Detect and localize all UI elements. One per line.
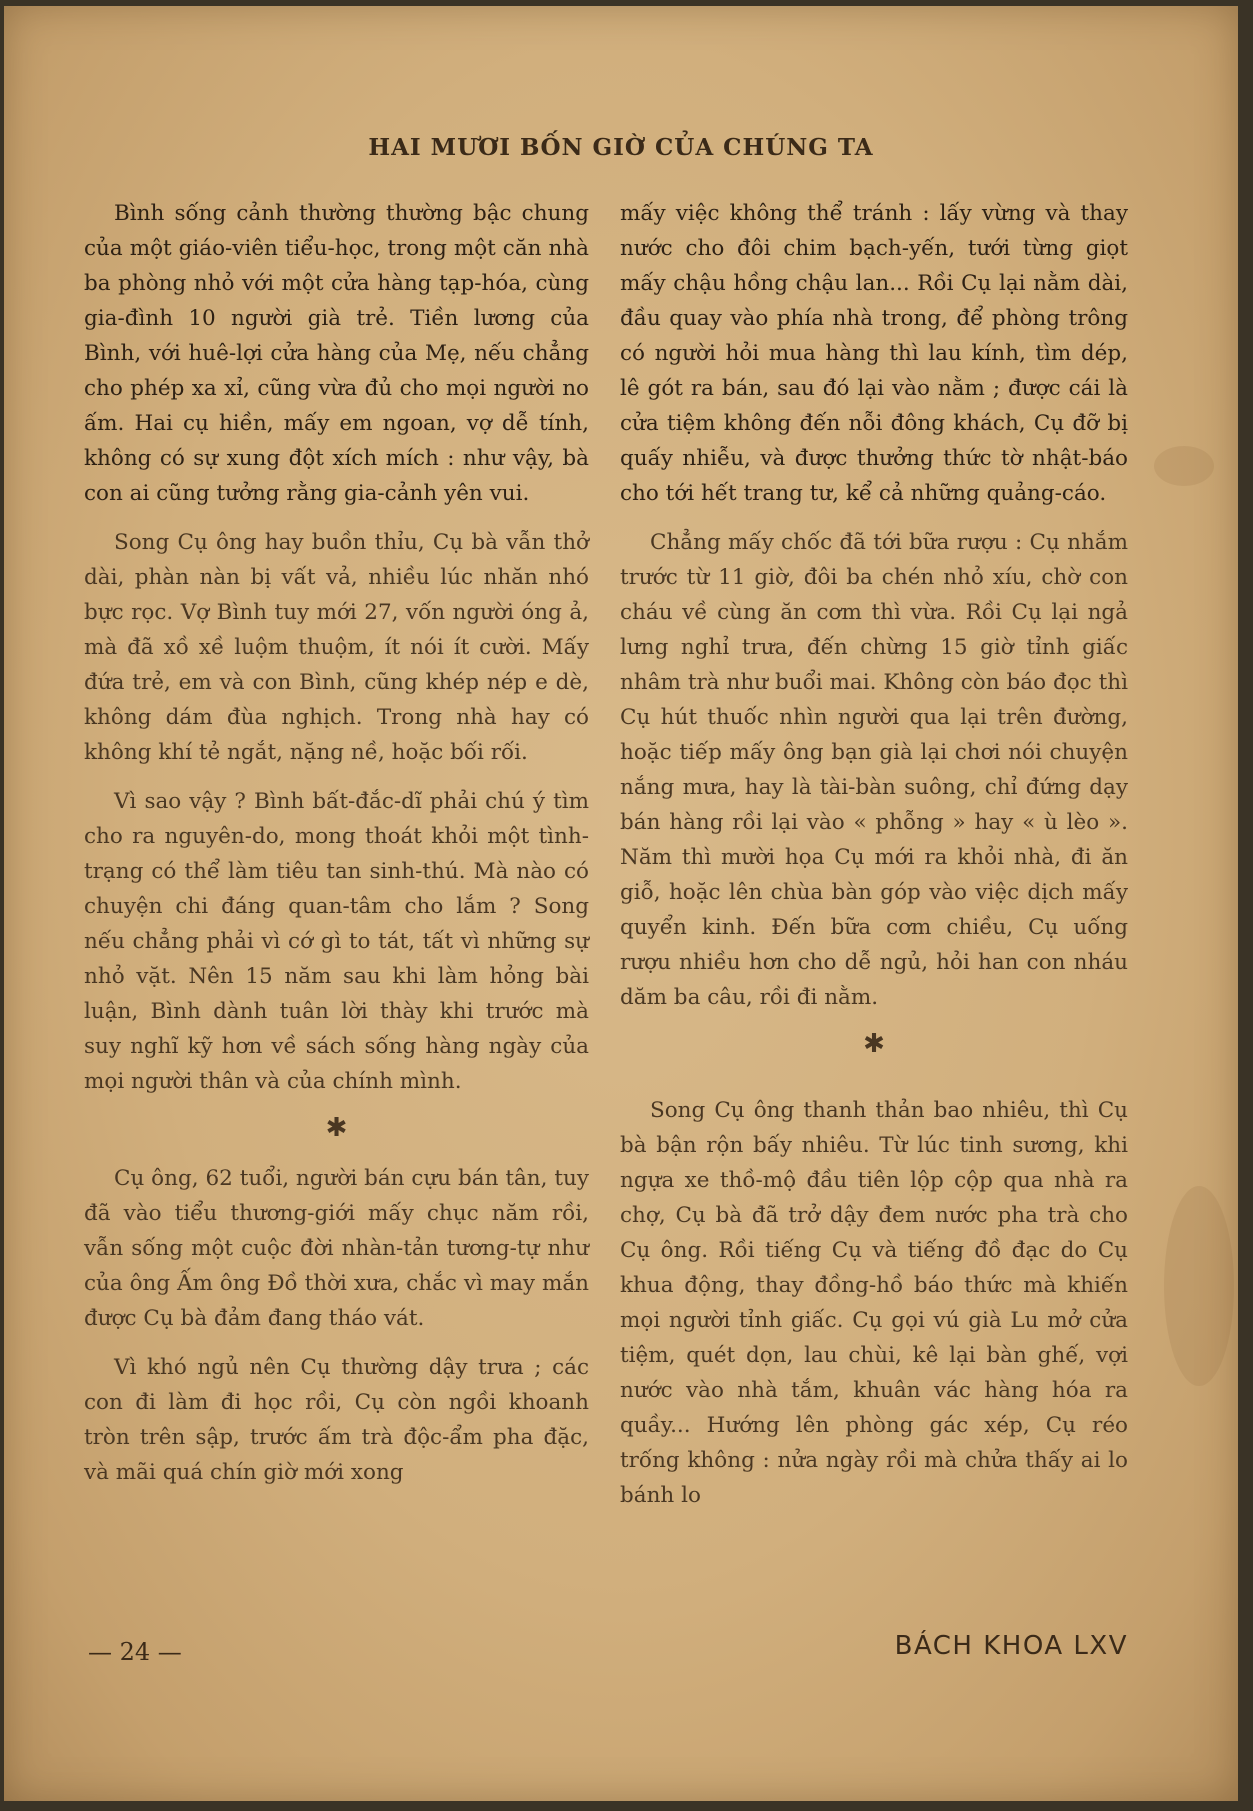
right-column bbox=[620, 196, 1128, 1527]
paper-stain bbox=[1164, 1186, 1234, 1386]
left-column bbox=[84, 196, 589, 1504]
paragraph: Song Cụ ông thanh thản bao nhiêu, thì Cụ bà bận rộn bấy nhiêu. Từ lúc tinh sương, khi ngựa xe thồ-mộ đầu tiên lộp cộp qua nhà ra chợ, Cụ bà đã trở dậy đem nước pha trà cho Cụ ông. Rồi tiếng Cụ và tiếng đồ đạc do Cụ khua động, thay đồng-hồ báo thức mà khiến mọi người tỉnh giấc. Cụ gọi vú già Lu mở cửa tiệm, quét dọn, lau chùi, kê lại bàn ghế, vợi nước vào nhà tắm, khuân vác hàng hóa ra quầy... Hướng lên phòng gác xép, Cụ réo trống không : nửa ngày rồi mà chửa thấy ai lo bánh lo bbox=[620, 1098, 1128, 1508]
magazine-page bbox=[4, 6, 1238, 1801]
paragraph: Vì sao vậy ? Bình bất-đắc-dĩ phải chú ý tìm cho ra nguyên-do, mong thoát khỏi một tình-trạng có thể làm tiêu tan sinh-thú. Mà nào có chuyện chi đáng quan-tâm cho lắm ? Song nếu chẳng phải vì cớ gì to tát, tất vì những sự nhỏ vặt. Nên 15 năm sau khi làm hỏng bài luận, Bình dành tuân lời thày khi trước mà suy nghĩ kỹ hơn về sách sống hàng ngày của mọi người thân và của chính mình. bbox=[84, 789, 589, 1094]
section-separator-star-icon: ✱ bbox=[325, 1113, 348, 1143]
page-number: — 24 — bbox=[88, 1638, 182, 1666]
magazine-title: BÁCH KHOA LXV bbox=[894, 1631, 1128, 1661]
section-separator-star-icon: ✱ bbox=[863, 1029, 885, 1059]
paragraph: mấy việc không thể tránh : lấy vừng và thay nước cho đôi chim bạch-yến, tưới từng giọt mấy chậu hồng chậu lan... Rồi Cụ lại nằm dài, đầu quay vào phía nhà trong, để phòng trông có người hỏi mua hàng thì lau kính, tìm dép, lê gót ra bán, sau đó lại vào nằm ; được cái là cửa tiệm không đến nỗi đông khách, Cụ đỡ bị quấy nhiễu, và được thưởng thức tờ nhật-báo cho tới hết trang tư, kể cả những quảng-cáo. bbox=[620, 201, 1128, 506]
paper-stain bbox=[1154, 446, 1214, 486]
running-title: HAI MƯƠI BỐN GIỜ CỦA CHÚNG TA bbox=[368, 134, 874, 161]
paragraph: Chẳng mấy chốc đã tới bữa rượu : Cụ nhắm trước từ 11 giờ, đôi ba chén nhỏ xíu, chờ con cháu về cùng ăn cơm thì vừa. Rồi Cụ lại ngả lưng nghỉ trưa, đến chừng 15 giờ tỉnh giấc nhâm trà như buổi mai. Không còn báo đọc thì Cụ hút thuốc nhìn người qua lại trên đường, hoặc tiếp mấy ông bạn già lại chơi nói chuyện nắng mưa, hay là tài-bàn suông, chỉ đứng dạy bán hàng rồi lại vào « phỗng » hay « ù lèo ». Năm thì mười họa Cụ mới ra khỏi nhà, đi ăn giỗ, hoặc lên chùa bàn góp vào việc dịch mấy quyển kinh. Đến bữa cơm chiều, Cụ uống rượu nhiều hơn cho dễ ngủ, hỏi han con nháu dăm ba câu, rồi đi nằm. bbox=[620, 530, 1128, 1010]
paragraph: Cụ ông, 62 tuổi, người bán cựu bán tân, tuy đã vào tiểu thương-giới mấy chục năm rồi, vẫn sống một cuộc đời nhàn-tản tương-tự như của ông Ấm ông Đồ thời xưa, chắc vì may mắn được Cụ bà đảm đang tháo vát. bbox=[84, 1166, 589, 1331]
paragraph: Bình sống cảnh thường thường bậc chung của một giáo-viên tiểu-học, trong một căn nhà ba phòng nhỏ với một cửa hàng tạp-hóa, cùng gia-đình 10 người già trẻ. Tiền lương của Bình, với huê-lợi cửa hàng của Mẹ, nếu chẳng cho phép xa xỉ, cũng vừa đủ cho mọi người no ấm. Hai cụ hiền, mấy em ngoan, vợ dễ tính, không có sự xung đột xích mích : như vậy, bà con ai cũng tưởng rằng gia-cảnh yên vui. bbox=[84, 201, 589, 506]
paragraph: Vì khó ngủ nên Cụ thường dậy trưa ; các con đi làm đi học rồi, Cụ còn ngồi khoanh tròn trên sập, trước ấm trà độc-ẩm pha đặc, và mãi quá chín giờ mới xong bbox=[84, 1355, 589, 1485]
paragraph: Song Cụ ông hay buồn thỉu, Cụ bà vẫn thở dài, phàn nàn bị vất vả, nhiều lúc nhăn nhó bực rọc. Vợ Bình tuy mới 27, vốn người óng ả, mà đã xồ xề luộm thuộm, ít nói ít cười. Mấy đứa trẻ, em và con Bình, cũng khép nép e dè, không dám đùa nghịch. Trong nhà hay có không khí tẻ ngắt, nặng nề, hoặc bối rối. bbox=[84, 530, 589, 765]
